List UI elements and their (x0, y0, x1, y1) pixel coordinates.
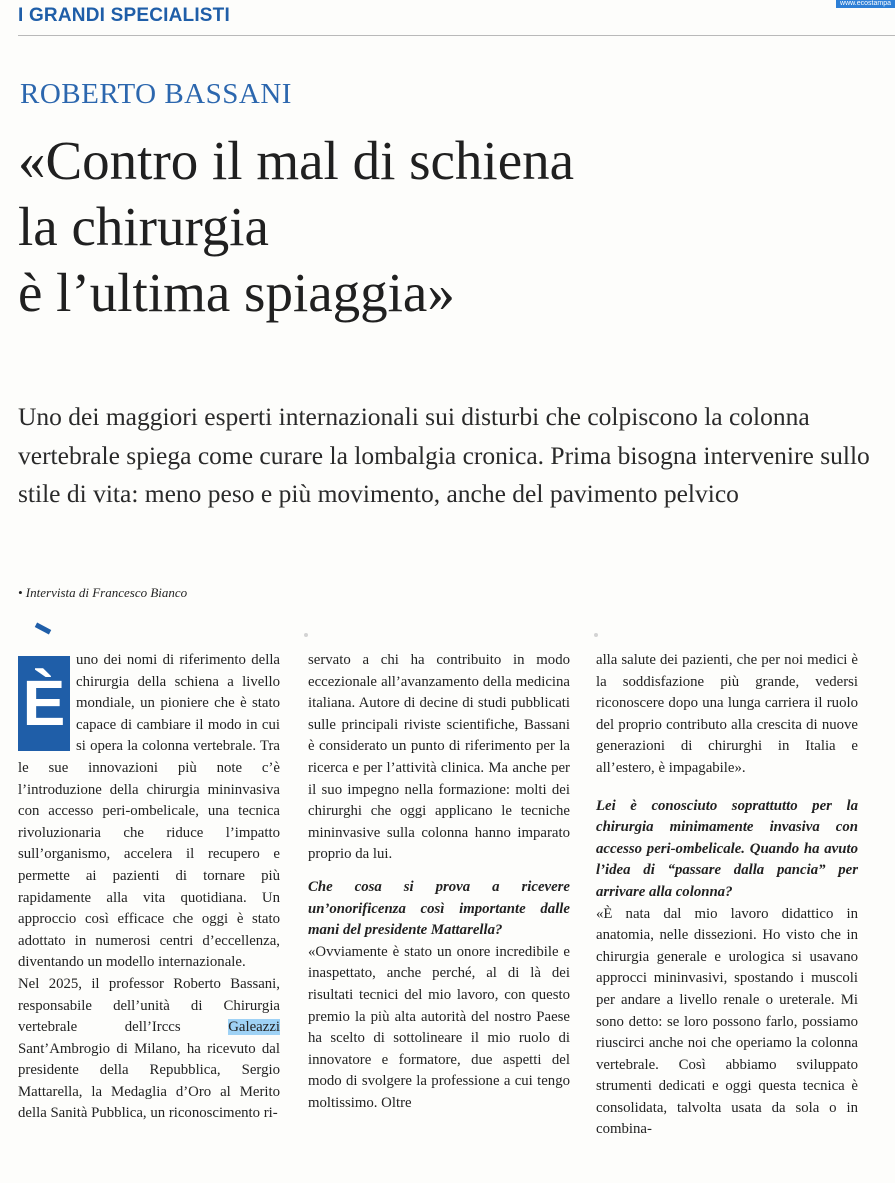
column-marker (594, 633, 598, 637)
paragraph: alla salute dei pazienti, che per noi medici è la soddisfazione più grande, vedersi riconoscere dopo una lunga carriera il ruolo del proprio contributo alla crescita di nuove generazioni di chirurghi in Italia e all’estero, è impagabile». (596, 652, 858, 776)
dropcap: È (18, 656, 70, 751)
highlighted-text: Galeazzi (228, 1019, 280, 1036)
interview-answer: «Ovviamente è stato un onore incredibile e inaspettato, anche perché, al di là dei risultati tecnici del mio lavoro, con questo premio la più alta autorità del nostro Paese ha scelto di sottolineare il mio ruolo di innovatore e formatore, due aspetti del modo di svolgere la professione a cui tengo moltissimo. Oltre (308, 943, 570, 1111)
author-name: ROBERTO BASSANI (20, 78, 292, 110)
paragraph (18, 974, 280, 1125)
interview-question: Che cosa si prova a ricevere un’onorificenza così importante dalle mani del presidente Mattarella? (308, 878, 570, 939)
paragraph (18, 650, 280, 974)
interview-question: Lei è conosciuto soprattutto per la chirurgia minimamente invasiva con accesso peri-ombelicale. Quando ha avuto l’idea di “passare dalla pancia” per arrivare alla colonna? (596, 797, 858, 900)
paragraph-text: Nel 2025, il professor Roberto Bassani, responsabile dell’unità di Chirurgia vertebrale dell’Irccs (18, 975, 280, 1036)
header-rule (18, 35, 895, 36)
section-label: I GRANDI SPECIALISTI (18, 5, 230, 26)
paragraph-text: Sant’Ambrogio di Milano, ha ricevuto dal presidente della Repubblica, Sergio Mattarella, la Medaglia d’Oro al Merito della Sanità Pubblica, un riconoscimento ri- (18, 1040, 280, 1122)
article-column-2 (308, 650, 570, 1114)
dropcap-accent (35, 623, 51, 635)
headline-line-2: la chirurgia (18, 196, 269, 257)
column-marker (304, 633, 308, 637)
corner-tag: www.ecostampa (836, 0, 895, 8)
article-column-3 (596, 650, 858, 1141)
headline (18, 128, 878, 326)
headline-line-1: «Contro il mal di schiena (18, 130, 575, 191)
paragraph-text: uno dei nomi di riferimento della chirurgia della schiena a livello mondiale, un pioniere che è stato capace di cambiare il modo in cui si opera la colonna vertebrale. Tra le sue innovazioni più note c’è l’introduzione della chirurgia mininvasiva con accesso peri-ombelicale, una tecnica rivoluzionaria che riduce l’impatto sull’organismo, accelera il recupero e permette ai pazienti di tornare più rapidamente alla vita quotidiana. Un approccio così efficace che oggi è stato adottato in numerosi centri d’eccellenza, diventando un modello internazionale. (18, 652, 280, 971)
interview-answer: «È nata dal mio lavoro didattico in anatomia, nelle dissezioni. Ho visto che in chirurgia generale e urologica si usavano approcci mininvasivi, spostando i muscoli per andare a livello renale o ureterale. Mi sono detto: se loro possono farlo, possiamo riuscirci anche noi che operiamo la colonna vertebrale. Così abbiamo sviluppato strumenti dedicati e oggi questa tecnica è consolidata, talvolta usata da sola o in combina- (596, 905, 858, 1138)
byline: • Intervista di Francesco Bianco (18, 585, 188, 600)
subheadline: Uno dei maggiori esperti internazionali sui disturbi che colpiscono la colonna vertebrale spiega come curare la lombalgia cronica. Prima bisogna intervenire sullo stile di vita: meno peso e più movimento, anche del pavimento pelvico (18, 402, 870, 508)
paragraph: servato a chi ha contribuito in modo eccezionale all’avanzamento della medicina italiana. Autore di decine di studi pubblicati sulle principali riviste scientifiche, Bassani è considerato un punto di riferimento per la ricerca e per l’attività clinica. Ma anche per il suo impegno nella formazione: molti dei chirurghi che oggi applicano le tecniche mininvasive sulla colonna hanno imparato proprio da lui. (308, 652, 570, 863)
article-column-1 (18, 650, 280, 1125)
headline-line-3: è l’ultima spiaggia» (18, 262, 455, 323)
